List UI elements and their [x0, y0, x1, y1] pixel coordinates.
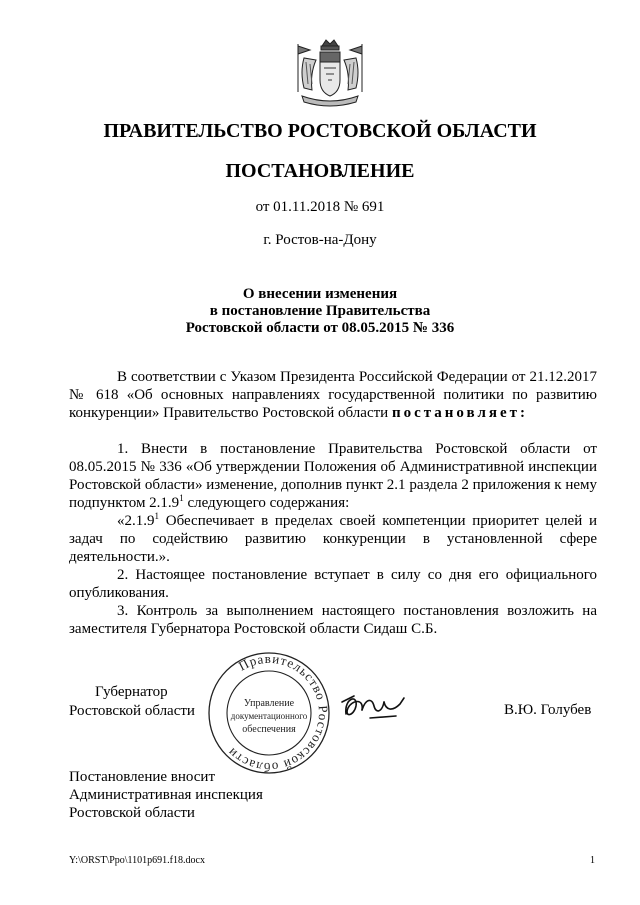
official-stamp: [206, 650, 332, 776]
signatory-name: В.Ю. Голубев: [504, 702, 592, 718]
coat-of-arms-emblem: [290, 38, 370, 110]
doc-type-title: ПОСТАНОВЛЕНИЕ: [225, 160, 415, 182]
subject-line-2: в постановление Правительства: [209, 303, 431, 319]
org-title: ПРАВИТЕЛЬСТВО РОСТОВСКОЙ ОБЛАСТИ: [103, 120, 537, 142]
submitter-line-3: Ростовской области: [69, 805, 195, 821]
file-path: Y:\ORST\Ppo\1101p691.f18.docx: [69, 855, 205, 866]
stamp-inner-line-3: обеспечения: [242, 724, 296, 735]
handwritten-signature: [340, 688, 410, 724]
submitter-line-2: Административная инспекция: [69, 787, 263, 803]
doc-city: г. Ростов-на-Дону: [263, 232, 377, 248]
quote-head: «2.1.9: [117, 513, 155, 529]
decree-word: постановляет:: [391, 405, 529, 421]
submitter-block: [69, 768, 263, 822]
submitter-line-1: Постановление вносит: [69, 769, 216, 785]
item-2-paragraph: 2. Настоящее постановление вступает в силу со дня его официального опубликования.: [69, 567, 597, 601]
item-1-superscript: 1: [179, 493, 184, 503]
stamp-inner-line-2: документационного: [230, 711, 308, 721]
subject-line-1: О внесении изменения: [242, 286, 398, 302]
item-3-paragraph: 3. Контроль за выполнением настоящего постановления возложить на заместителя Губернатора Ростовской области Сидаш С.Б.: [69, 603, 597, 637]
preamble-paragraph: [69, 368, 597, 422]
doc-subject: [0, 286, 640, 337]
doc-date-number: от 01.11.2018 № 691: [255, 199, 385, 215]
subject-line-3: Ростовской области от 08.05.2015 № 336: [185, 320, 455, 336]
doc-body: [69, 368, 597, 638]
quote-paragraph: [69, 512, 597, 566]
signatory-title: [69, 683, 195, 721]
stamp-ring-text: Правительство Ростовской области: [223, 650, 332, 776]
quote-superscript: 1: [154, 511, 159, 521]
signatory-title-line-2: Ростовской области: [69, 703, 195, 719]
quote-text: Обеспечивает в пределах своей компетенции приоритет целей и задач по содействию развитию конкуренции в установленной сфере деятельности.».: [69, 513, 597, 565]
signatory-title-line-1: Губернатор: [95, 684, 168, 700]
preamble-text: В соответствии с Указом Президента Российской Федерации от 21.12.2017 № 618 «Об основных направлениях государственной политики по развитию конкуренции» Правительство Ростовской области: [69, 369, 597, 421]
item-1-text: 1. Внести в постановление Правительства Ростовской области от 08.05.2015 № 336 «Об утверждении Положения об Административной инспекции Ростовской области» изменение, дополнив пункт 2.1 раздела 2 приложения к нему подпунктом 2.1.9: [69, 441, 597, 511]
page-number: 1: [590, 855, 595, 866]
stamp-inner-line-1: Управление: [243, 698, 295, 709]
item-1-tail: следующего содержания:: [183, 495, 350, 511]
item-1-paragraph: [69, 440, 597, 512]
